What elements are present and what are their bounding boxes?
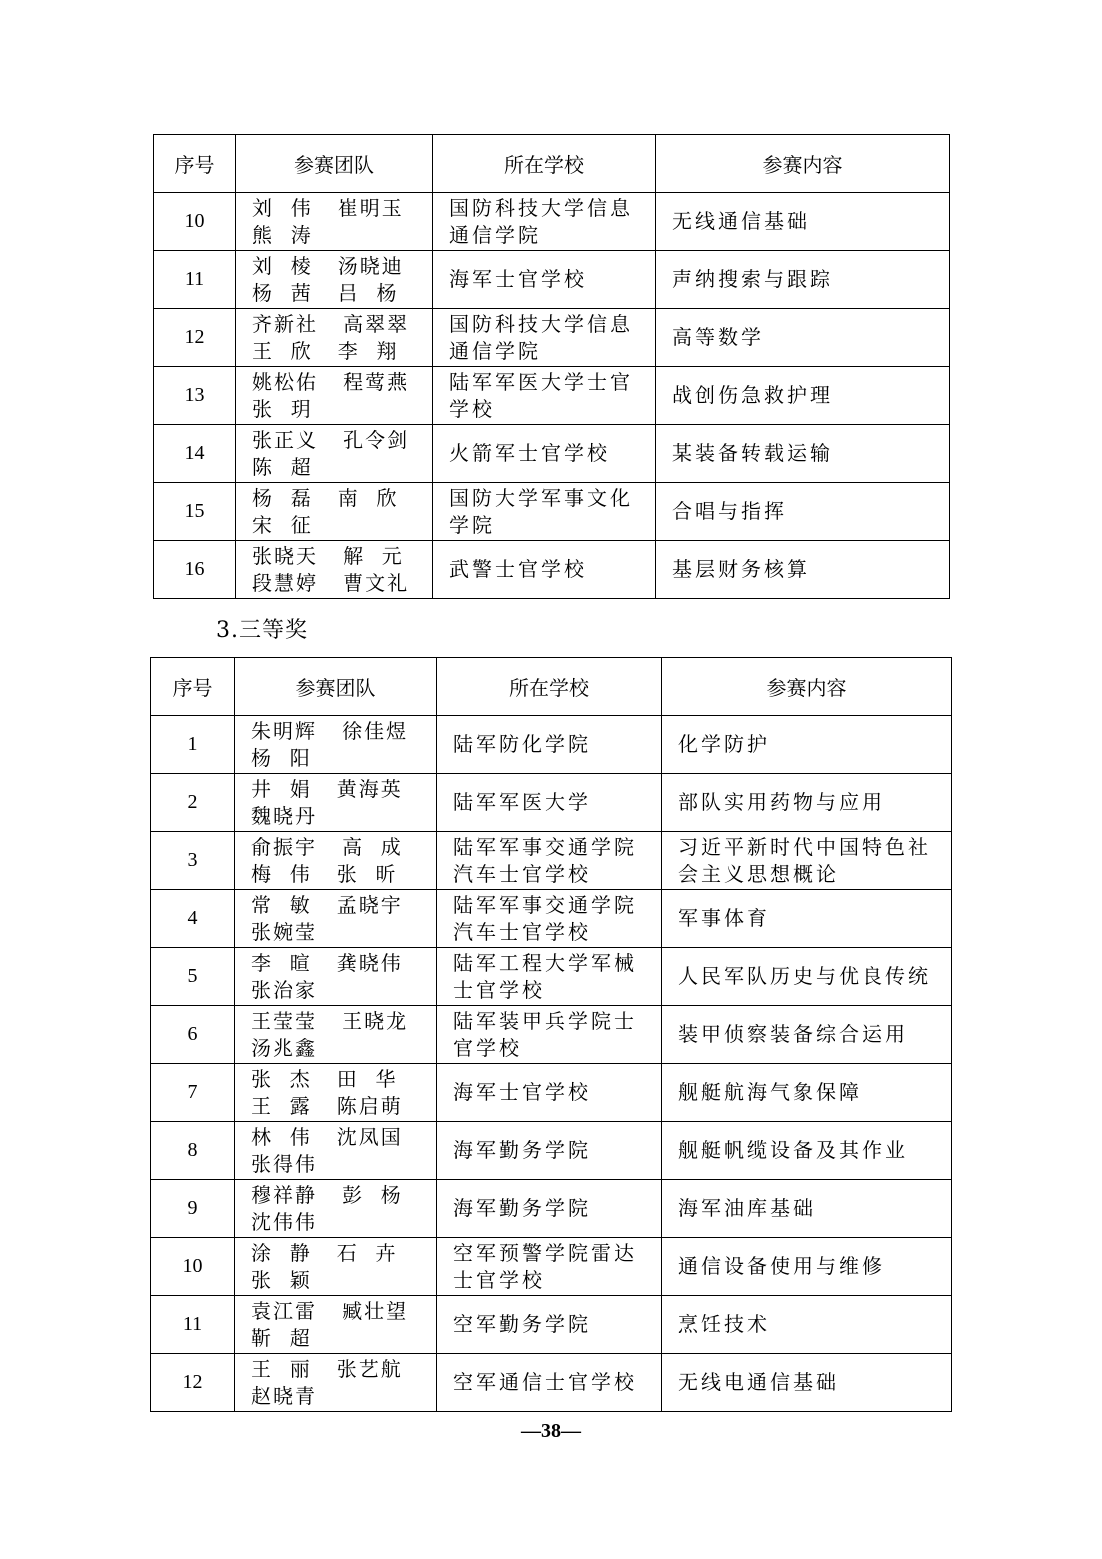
cell-school: 国防科技大学信息通信学院: [433, 193, 656, 251]
header-school: 所在学校: [433, 135, 656, 193]
cell-team: [236, 425, 433, 483]
table-row: [154, 309, 950, 367]
cell-content: 习近平新时代中国特色社会主义思想概论: [662, 832, 952, 890]
cell-team: [235, 948, 437, 1006]
header-index: 序号: [151, 658, 235, 716]
cell-team: [236, 193, 433, 251]
team-member-line: 林 伟 沈凤国: [251, 1124, 403, 1149]
team-member-line: 姚松佑 程莺燕: [252, 369, 410, 394]
team-member-line: 张 杰 田 华: [251, 1066, 398, 1091]
cell-index: 11: [154, 251, 236, 309]
team-member-line: 张 颖: [251, 1267, 312, 1292]
cell-school: 陆军军医大学士官学校: [433, 367, 656, 425]
header-team: 参赛团队: [236, 135, 433, 193]
cell-team: [235, 890, 437, 948]
table1-body: [154, 193, 950, 599]
cell-school: 海军士官学校: [433, 251, 656, 309]
team-member-line: 张 玥: [252, 396, 313, 421]
table-header-row: [154, 135, 950, 193]
cell-team: [235, 716, 437, 774]
team-member-line: 靳 超: [251, 1325, 312, 1350]
cell-team: [235, 1238, 437, 1296]
cell-school: 国防大学军事文化学院: [433, 483, 656, 541]
table-row: [151, 890, 952, 948]
table-row: [151, 1354, 952, 1412]
table-row: [151, 948, 952, 1006]
header-team: 参赛团队: [235, 658, 437, 716]
cell-content: 基层财务核算: [656, 541, 950, 599]
table2-body: [151, 716, 952, 1412]
cell-content: 化学防护: [662, 716, 952, 774]
team-member-line: 张得伟: [251, 1151, 317, 1176]
cell-content: 高等数学: [656, 309, 950, 367]
cell-school: 海军勤务学院: [437, 1180, 662, 1238]
table-row: [151, 832, 952, 890]
cell-index: 16: [154, 541, 236, 599]
table-row: [154, 193, 950, 251]
cell-content: 战创伤急救护理: [656, 367, 950, 425]
cell-content: 舰艇帆缆设备及其作业: [662, 1122, 952, 1180]
cell-team: [235, 832, 437, 890]
team-member-line: 涂 静 石 卉: [251, 1240, 398, 1265]
team-member-line: 杨 磊 南 欣: [252, 485, 399, 510]
table-row: [154, 367, 950, 425]
cell-team: [236, 251, 433, 309]
cell-index: 4: [151, 890, 235, 948]
cell-team: [235, 1296, 437, 1354]
cell-school: 陆军装甲兵学院士官学校: [437, 1006, 662, 1064]
team-member-line: 张正义 孔令剑: [252, 427, 410, 452]
team-member-line: 袁江雷 臧壮望: [251, 1298, 409, 1323]
cell-index: 11: [151, 1296, 235, 1354]
header-content: 参赛内容: [656, 135, 950, 193]
cell-content: 某装备转载运输: [656, 425, 950, 483]
team-member-line: 王 露 陈启萌: [251, 1093, 403, 1118]
cell-index: 8: [151, 1122, 235, 1180]
team-member-line: 梅 伟 张 昕: [251, 861, 398, 886]
cell-team: [235, 774, 437, 832]
cell-school: 火箭军士官学校: [433, 425, 656, 483]
team-member-line: 常 敏 孟晓宇: [251, 892, 403, 917]
cell-team: [235, 1180, 437, 1238]
cell-index: 12: [154, 309, 236, 367]
team-member-line: 杨 茜 吕 杨: [252, 280, 399, 305]
table-row: [154, 541, 950, 599]
cell-index: 1: [151, 716, 235, 774]
table-header-row: [151, 658, 952, 716]
cell-team: [235, 1006, 437, 1064]
team-member-line: 王 欣 李 翔: [252, 338, 399, 363]
cell-school: 陆军军医大学: [437, 774, 662, 832]
cell-school: 空军勤务学院: [437, 1296, 662, 1354]
cell-content: 人民军队历史与优良传统: [662, 948, 952, 1006]
cell-content: 无线通信基础: [656, 193, 950, 251]
cell-school: 海军士官学校: [437, 1064, 662, 1122]
cell-index: 13: [154, 367, 236, 425]
cell-school: 海军勤务学院: [437, 1122, 662, 1180]
table-row: [151, 1064, 952, 1122]
section-title-third-prize: 3.三等奖: [216, 618, 308, 643]
cell-team: [236, 367, 433, 425]
table-row: [151, 716, 952, 774]
team-member-line: 刘 伟 崔明玉: [252, 195, 404, 220]
team-member-line: 李 暄 龚晓伟: [251, 950, 403, 975]
cell-content: 舰艇航海气象保障: [662, 1064, 952, 1122]
cell-index: 2: [151, 774, 235, 832]
page-number: —38—: [521, 1420, 581, 1442]
cell-index: 10: [151, 1238, 235, 1296]
table-row: [151, 1180, 952, 1238]
cell-index: 10: [154, 193, 236, 251]
cell-team: [236, 483, 433, 541]
cell-school: 空军预警学院雷达士官学校: [437, 1238, 662, 1296]
team-member-line: 王莹莹 王晓龙: [251, 1008, 409, 1033]
cell-index: 7: [151, 1064, 235, 1122]
award-table-third-prize: [150, 657, 952, 1412]
cell-team: [236, 541, 433, 599]
cell-content: 装甲侦察装备综合运用: [662, 1006, 952, 1064]
header-school: 所在学校: [437, 658, 662, 716]
cell-school: 武警士官学校: [433, 541, 656, 599]
header-index: 序号: [154, 135, 236, 193]
cell-team: [236, 309, 433, 367]
cell-school: 陆军防化学院: [437, 716, 662, 774]
team-member-line: 陈 超: [252, 454, 313, 479]
cell-content: 无线电通信基础: [662, 1354, 952, 1412]
table-row: [151, 1238, 952, 1296]
cell-index: 3: [151, 832, 235, 890]
header-content: 参赛内容: [662, 658, 952, 716]
table-row: [151, 1122, 952, 1180]
table-row: [154, 251, 950, 309]
team-member-line: 沈伟伟: [251, 1209, 317, 1234]
cell-content: 声纳搜索与跟踪: [656, 251, 950, 309]
team-member-line: 赵晓青: [251, 1383, 317, 1408]
cell-content: 军事体育: [662, 890, 952, 948]
cell-school: 陆军军事交通学院汽车士官学校: [437, 832, 662, 890]
table-row: [154, 483, 950, 541]
team-member-line: 穆祥静 彭 杨: [251, 1182, 403, 1207]
cell-index: 14: [154, 425, 236, 483]
cell-index: 9: [151, 1180, 235, 1238]
cell-school: 国防科技大学信息通信学院: [433, 309, 656, 367]
cell-index: 12: [151, 1354, 235, 1412]
team-member-line: 魏晓丹: [251, 803, 317, 828]
cell-content: 部队实用药物与应用: [662, 774, 952, 832]
table-row: [151, 774, 952, 832]
team-member-line: 王 丽 张艺航: [251, 1356, 403, 1381]
team-member-line: 张治家: [251, 977, 317, 1002]
table-row: [151, 1006, 952, 1064]
team-member-line: 张晓天 解 元: [252, 543, 404, 568]
cell-team: [235, 1122, 437, 1180]
cell-team: [235, 1064, 437, 1122]
cell-content: 合唱与指挥: [656, 483, 950, 541]
team-member-line: 刘 棱 汤晓迪: [252, 253, 404, 278]
cell-content: 通信设备使用与维修: [662, 1238, 952, 1296]
table-row: [151, 1296, 952, 1354]
cell-school: 陆军军事交通学院汽车士官学校: [437, 890, 662, 948]
team-member-line: 段慧婷 曹文礼: [252, 570, 410, 595]
cell-content: 海军油库基础: [662, 1180, 952, 1238]
cell-school: 空军通信士官学校: [437, 1354, 662, 1412]
team-member-line: 俞振宇 高 成: [251, 834, 403, 859]
cell-index: 5: [151, 948, 235, 1006]
team-member-line: 朱明辉 徐佳煜: [251, 718, 409, 743]
award-table-second-prize: [153, 134, 950, 599]
team-member-line: 杨 阳: [251, 745, 312, 770]
team-member-line: 熊 涛: [252, 222, 313, 247]
team-member-line: 齐新社 高翠翠: [252, 311, 410, 336]
team-member-line: 宋 征: [252, 512, 313, 537]
cell-index: 15: [154, 483, 236, 541]
team-member-line: 井 娟 黄海英: [251, 776, 403, 801]
cell-school: 陆军工程大学军械士官学校: [437, 948, 662, 1006]
cell-team: [235, 1354, 437, 1412]
cell-content: 烹饪技术: [662, 1296, 952, 1354]
team-member-line: 张婉莹: [251, 919, 317, 944]
cell-index: 6: [151, 1006, 235, 1064]
team-member-line: 汤兆鑫: [251, 1035, 317, 1060]
table-row: [154, 425, 950, 483]
